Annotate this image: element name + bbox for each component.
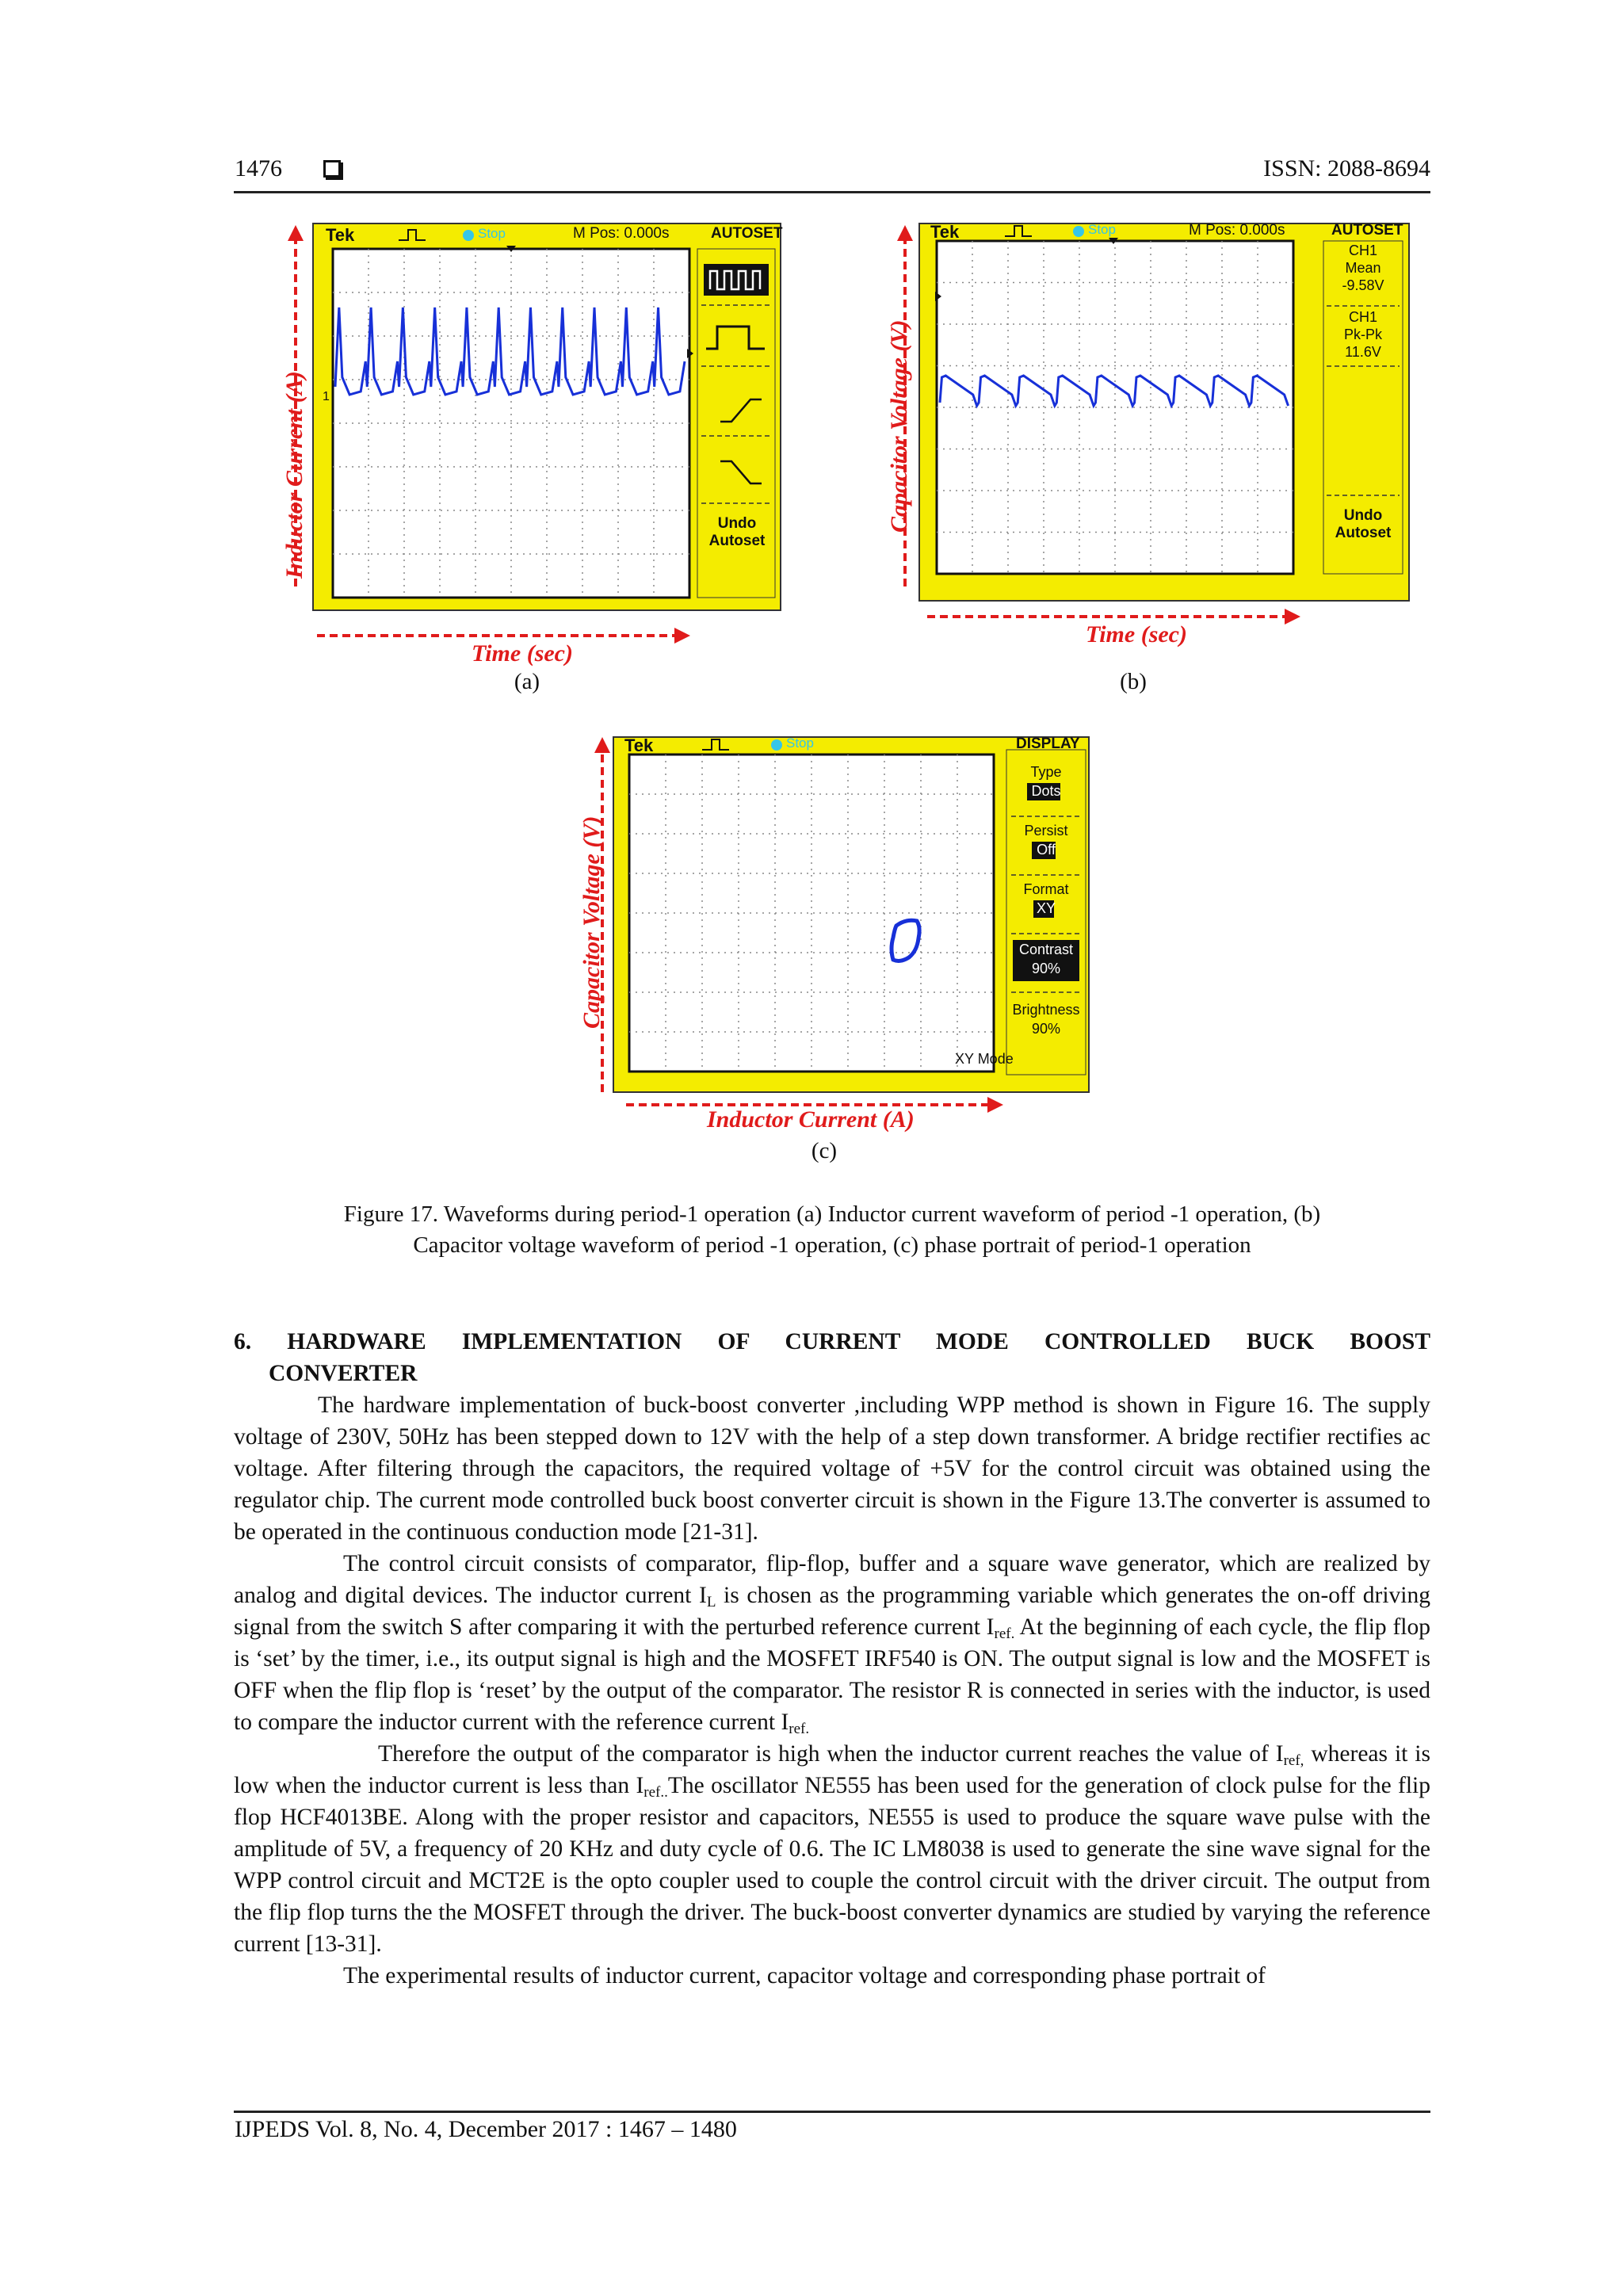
scope-c-brightness-value: 90% (1031, 1021, 1061, 1037)
scope-c-contrast-label: Contrast (1018, 942, 1074, 957)
paragraph-1: The hardware implementation of buck-boost converter ,including WPP method is shown in Figure 16. The supply voltage of 230V, 50Hz has been stepped down to 12V with the help of a step down transformer. A bridge rectifier rectifies ac voltage. After filtering through the capacitors, the required voltage of +5V for the control circuit was obtained using the regulator chip. The current mode controlled buck boost converter circuit is shown in the Figure 13.The converter is assumed to be operated in the continuous conduction mode [21-31]. (234, 1392, 1430, 1545)
figure-b-sub-label: (b) (1120, 669, 1147, 694)
figure-a-x-axis-label: Time (sec) (472, 640, 573, 667)
scope-c-brand: Tek (624, 735, 654, 755)
p3-text-c: The oscillator NE555 has been used for the generation of clock pulse for the flip flop HCF4013BE. Along with the proper resistor and capacitors, NE555 is used to produce the square wave pulse with the amplitude of 5V, a frequency of 20 KHz and duty cycle of 0.6. The IC LM8038 is used to generate the sine wave signal for the WPP control circuit and MCT2E is the opto coupler used to couple the control circuit with the driver circuit. The output from the flip flop turns the the MOSFET through the driver. The buck-boost converter dynamics are studied by varying the reference current [13-31]. (234, 1773, 1431, 1957)
scope-c-format-label: Format (1023, 881, 1069, 897)
footer-rule (234, 2111, 1430, 2113)
scope-b-ch1-b: CH1 (1348, 309, 1377, 325)
scope-a-brand: Tek (326, 225, 355, 245)
issn: ISSN: 2088-8694 (1263, 155, 1430, 181)
scope-c-type-value: Dots (1031, 783, 1061, 799)
scope-a-mpos: M Pos: 0.000s (573, 225, 670, 242)
figure-b (864, 214, 1419, 697)
paragraph-4: The experimental results of inductor current, capacitor voltage and corresponding phase portrait of (343, 1963, 1266, 1988)
figure-a-graphic (258, 214, 796, 697)
scope-a-side-title: AUTOSET (711, 225, 783, 242)
p3-sub-1: ref, (1283, 1752, 1304, 1769)
figure-c-x-axis-label: Inductor Current (A) (707, 1106, 915, 1133)
scope-c-mode-label: XY Mode (955, 1051, 1014, 1067)
paragraph-2 (234, 1548, 1430, 1738)
scope-b-mpos: M Pos: 0.000s (1189, 222, 1285, 239)
scope-b-status: Stop (1088, 222, 1116, 237)
scope-a-status: Stop (478, 226, 506, 241)
figure-caption-line-2: Capacitor voltage waveform of period -1 operation, (c) phase portrait of period-1 operation (413, 1232, 1251, 1258)
scope-b-brand: Tek (930, 222, 960, 242)
scope-b-mean-label: Mean (1345, 260, 1381, 276)
scope-c-type-label: Type (1030, 764, 1062, 780)
p3-sub-2: ref.. (643, 1784, 668, 1801)
figure-c-sub-label: (c) (811, 1138, 838, 1163)
scope-c-persist-value: Off (1037, 842, 1056, 858)
scope-b-autoset: Autoset (1335, 525, 1392, 541)
section-heading-line-2: CONVERTER (269, 1361, 418, 1386)
scope-a-channel-marker: 1 (323, 390, 330, 403)
page-number: 1476 (235, 155, 282, 181)
paragraph-3 (234, 1738, 1430, 1960)
figure-caption-line-1: Figure 17. Waveforms during period-1 operation (a) Inductor current waveform of period -1 operation, (b) (343, 1201, 1321, 1227)
scope-a-undo: Undo (717, 515, 757, 532)
scope-b-undo: Undo (1343, 507, 1383, 524)
p3-text-a: Therefore the output of the comparator is high when the inductor current reaches the value of I (378, 1741, 1284, 1767)
scope-b-pkpk-value: 11.6V (1345, 344, 1381, 360)
figure-c-y-axis-label: Capacitor Voltage (V) (579, 816, 605, 1029)
figure-a-sub-label: (a) (514, 669, 540, 694)
square-bullet-icon (323, 160, 341, 178)
header-rule (234, 191, 1430, 193)
footer-citation: IJPEDS Vol. 8, No. 4, December 2017 : 1467 – 1480 (235, 2116, 737, 2142)
scope-b-ch1-a: CH1 (1348, 243, 1377, 258)
p2-sub-3: ref. (789, 1721, 810, 1737)
p2-text-a: The control circuit consists of comparator, flip-flop, buffer and a square wave generator, which are realized by analog and digital devices. The inductor current I (234, 1551, 1430, 1608)
figure-c (563, 728, 1102, 1171)
scope-b-side-title: AUTOSET (1331, 222, 1403, 239)
scope-c-brightness-label: Brightness (1012, 1002, 1080, 1018)
figure-a-y-axis-label: Inductor Current (A) (281, 371, 307, 579)
scope-c-side-title: DISPLAY (1016, 735, 1080, 752)
scope-c-status: Stop (786, 735, 814, 751)
figure-a (258, 214, 796, 697)
figure-b-y-axis-label: Capacitor Voltage (V) (886, 319, 912, 533)
section-heading-line-1: 6. HARDWARE IMPLEMENTATION OF CURRENT MODE CONTROLLED BUCK BOOST (234, 1329, 1430, 1354)
scope-c-contrast-value: 90% (1031, 961, 1061, 976)
scope-a-autoset: Autoset (708, 533, 766, 549)
p2-text-c: At the beginning of each cycle, the flip flop is ‘set’ by the timer, i.e., its output signal is high and the MOSFET IRF540 is ON. The output signal is low and the MOSFET is OFF when the flip flop is ‘reset’ by the output of the comparator. The resistor R is connected in series with the inductor, is used to compare the inductor current with the reference current I (234, 1614, 1430, 1735)
scope-b-pkpk-label: Pk-Pk (1343, 327, 1382, 342)
scope-c-format-value: XY (1036, 900, 1056, 916)
p2-sub-1: L (706, 1594, 716, 1610)
p2-sub-2: ref. (994, 1626, 1015, 1642)
p2-text-b: is chosen as the programming variable which generates the on-off driving signal from the switch S after comparing it with the perturbed reference current I (234, 1583, 1430, 1640)
scope-c-persist-label: Persist (1024, 823, 1068, 839)
scope-b-mean-value: -9.58V (1342, 277, 1384, 293)
section-heading (234, 1326, 1430, 1389)
p3-text-b: whereas it is low when the inductor current is less than I (234, 1741, 1430, 1798)
figure-b-x-axis-label: Time (sec) (1086, 621, 1187, 648)
section-body (234, 1389, 1430, 1992)
